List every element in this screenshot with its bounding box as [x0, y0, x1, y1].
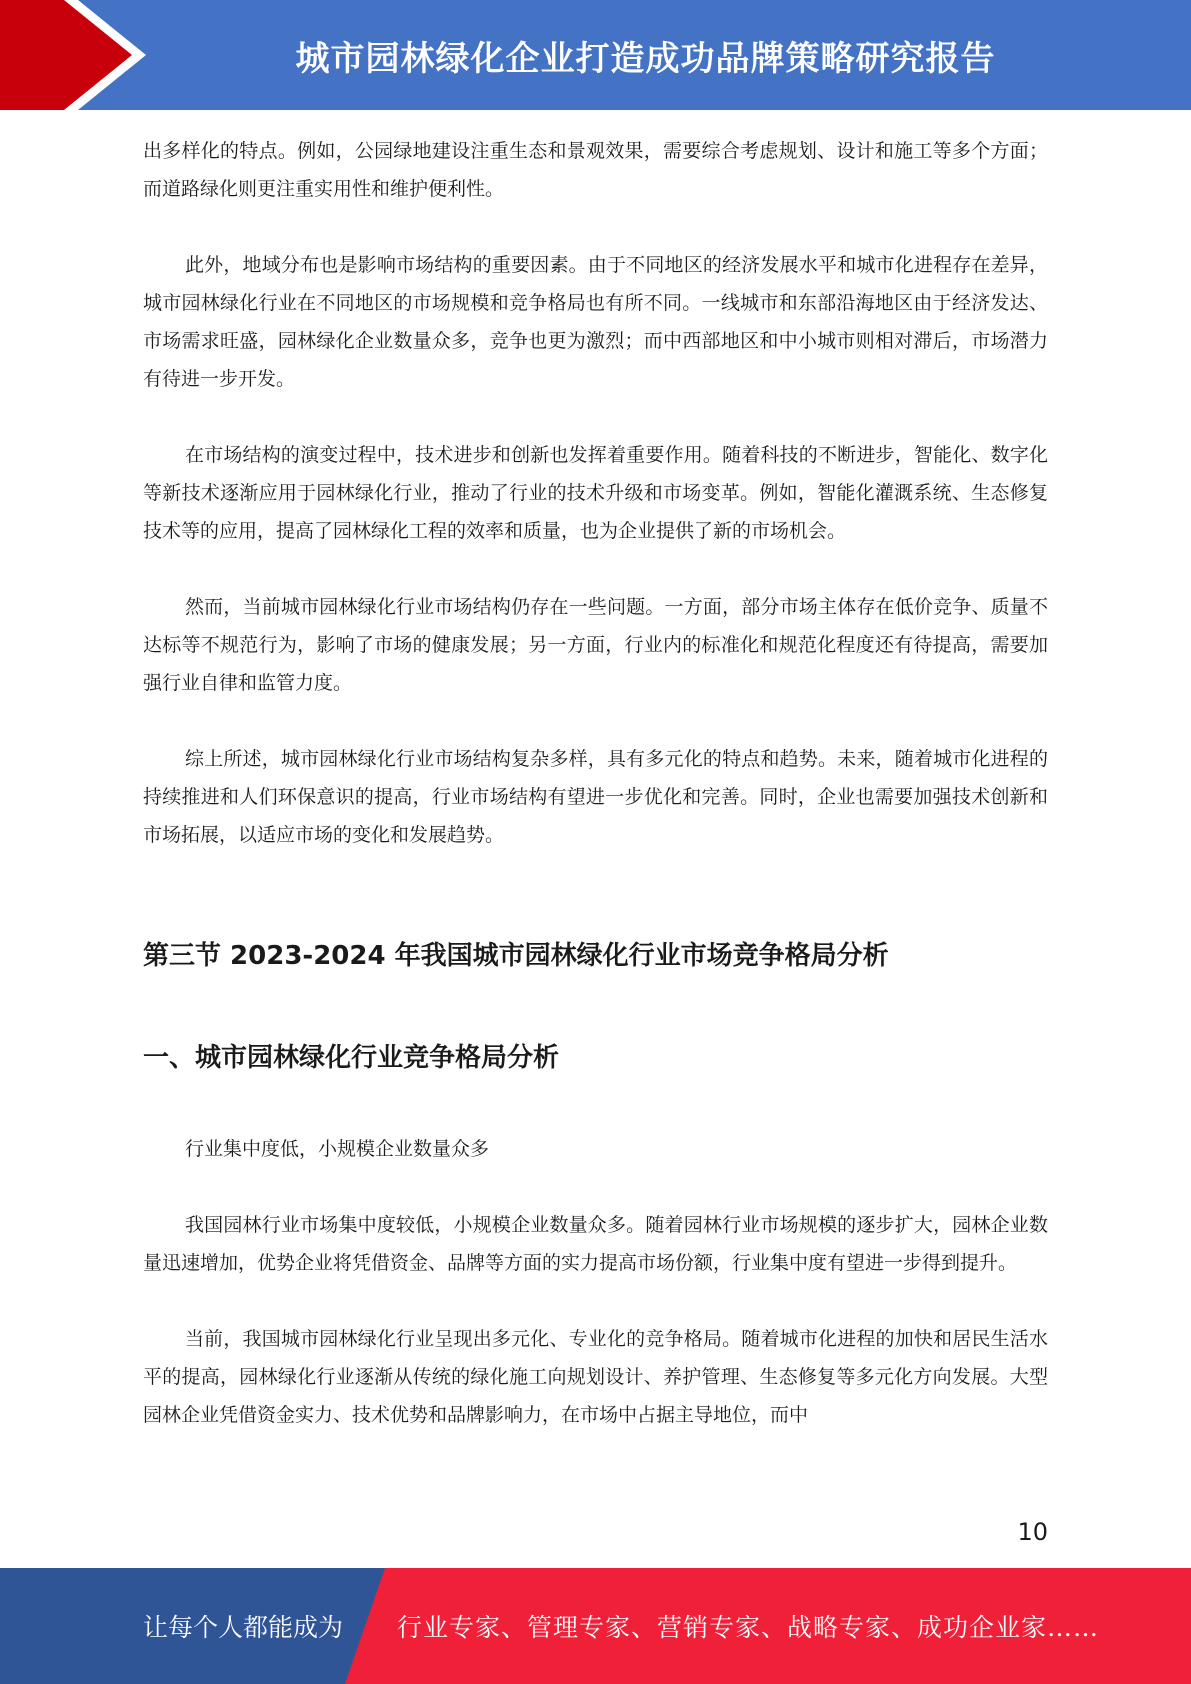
paragraph: 行业集中度低，小规模企业数量众多 — [185, 1138, 490, 1160]
paragraph: 此外，地域分布也是影响市场结构的重要因素。由于不同地区的经济发展水平和城市化进程存在差异，城市园林绿化行业在不同地区的市场规模和竞争格局也有所不同。一线城市和东部沿海地区由于经济发达、市场需求旺盛，园林绿化企业数量众多，竞争也更为激烈；而中西部地区和中小城市则相对滞后，市场潜力有待进一步开发。 — [143, 254, 1048, 390]
paragraph: 出多样化的特点。例如，公园绿地建设注重生态和景观效果，需要综合考虑规划、设计和施工等多个方面；而道路绿化则更注重实用性和维护便利性。 — [143, 140, 1048, 200]
page-content — [143, 132, 1048, 1434]
section-heading: 第三节 2023-2024 年我国城市园林绿化行业市场竞争格局分析 — [143, 941, 889, 971]
header-arrow-decoration — [0, 0, 160, 110]
paragraph: 当前，我国城市园林绿化行业呈现出多元化、专业化的竞争格局。随着城市化进程的加快和居民生活水平的提高，园林绿化行业逐渐从传统的绿化施工向规划设计、养护管理、生态修复等多元化方向发展。大型园林企业凭借资金实力、技术优势和品牌影响力，在市场中占据主导地位，而中 — [143, 1328, 1048, 1426]
paragraph: 在市场结构的演变过程中，技术进步和创新也发挥着重要作用。随着科技的不断进步，智能化、数字化等新技术逐渐应用于园林绿化行业，推动了行业的技术升级和市场变革。例如，智能化灌溉系统、生态修复技术等的应用，提高了园林绿化工程的效率和质量，也为企业提供了新的市场机会。 — [143, 444, 1048, 542]
paragraph: 然而，当前城市园林绿化行业市场结构仍存在一些问题。一方面，部分市场主体存在低价竞争、质量不达标等不规范行为，影响了市场的健康发展；另一方面，行业内的标准化和规范化程度还有待提高，需要加强行业自律和监管力度。 — [143, 596, 1048, 694]
footer-slogan-right: 行业专家、管理专家、营销专家、战略专家、成功企业家…… — [397, 1613, 1100, 1642]
footer-banner — [0, 1568, 1191, 1684]
paragraph: 我国园林行业市场集中度较低，小规模企业数量众多。随着园林行业市场规模的逐步扩大，园林企业数量迅速增加，优势企业将凭借资金、品牌等方面的实力提高市场份额，行业集中度有望进一步得到提升。 — [143, 1214, 1048, 1274]
subsection-heading: 一、城市园林绿化行业竞争格局分析 — [143, 1043, 560, 1073]
header-banner — [0, 0, 1191, 110]
footer-slogan-left: 让每个人都能成为 — [143, 1613, 344, 1642]
page-number: 10 — [1017, 1518, 1048, 1546]
paragraph: 综上所述，城市园林绿化行业市场结构复杂多样，具有多元化的特点和趋势。未来，随着城市化进程的持续推进和人们环保意识的提高，行业市场结构有望进一步优化和完善。同时，企业也需要加强技术创新和市场拓展，以适应市场的变化和发展趋势。 — [143, 748, 1048, 846]
report-title: 城市园林绿化企业打造成功品牌策略研究报告 — [295, 38, 996, 79]
